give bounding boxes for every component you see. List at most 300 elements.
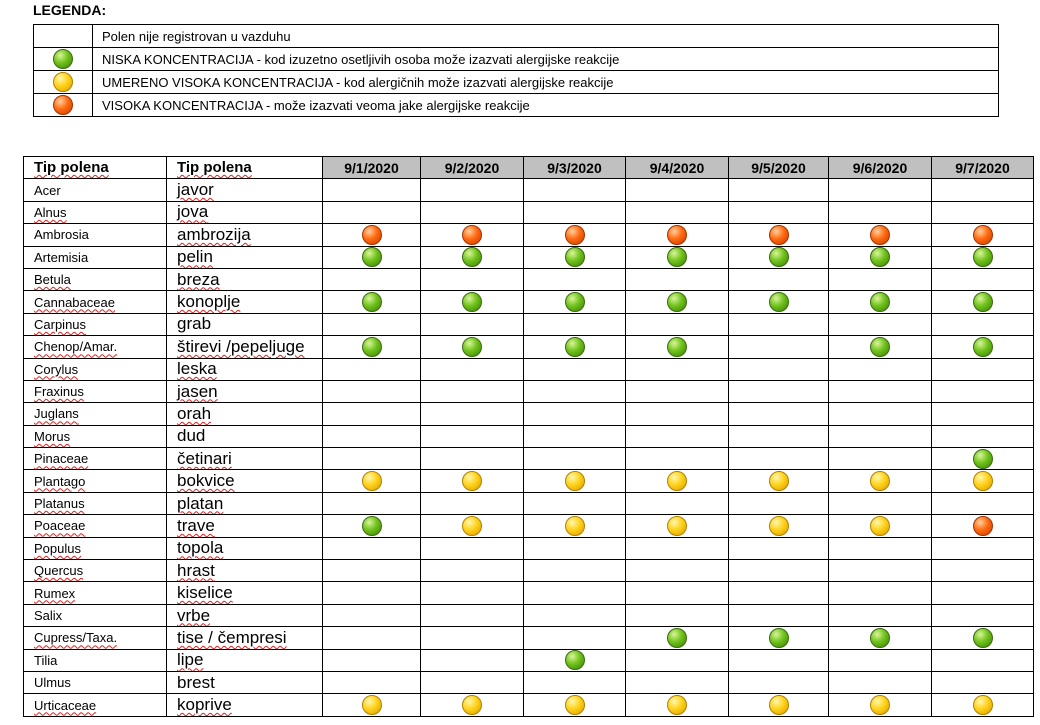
yellow-concentration-dot-icon [565,471,585,491]
concentration-cell [729,246,829,268]
local-name-cell [167,649,323,671]
concentration-cell [932,671,1034,693]
latin-name-cell [24,694,167,716]
legend-row [34,25,999,48]
concentration-cell [729,403,829,425]
concentration-cell [323,470,421,492]
green-concentration-dot-icon [462,292,482,312]
latin-name: Betula [34,272,71,288]
local-name: pelin [177,247,213,267]
concentration-cell [323,403,421,425]
pollen-table [23,156,1034,717]
concentration-cell [421,358,524,380]
table-row [24,380,1034,402]
latin-name-cell [24,492,167,514]
concentration-cell [524,179,626,201]
yellow-concentration-dot-icon [769,471,789,491]
local-name: tise / čempresi [177,627,287,647]
table-row [24,313,1034,335]
local-name: lipe [177,650,204,670]
concentration-cell [829,291,932,313]
table-header-row [24,157,1034,179]
legend-text: UMERENO VISOKA KONCENTRACIJA - kod alergičnih može izazvati alergijske reakcije [93,71,999,94]
header-date: 9/1/2020 [323,157,421,179]
concentration-cell [524,425,626,447]
header-pollen-type [24,157,167,179]
legend-row [34,71,999,94]
concentration-cell [932,560,1034,582]
concentration-cell [729,268,829,290]
green-concentration-dot-icon [769,247,789,267]
local-name-cell [167,336,323,358]
table-row [24,336,1034,358]
concentration-cell [729,492,829,514]
legend-row [34,94,999,117]
local-name: grab [177,314,212,334]
latin-name: Platanus [34,496,85,512]
concentration-cell [323,380,421,402]
legend-text: VISOKA KONCENTRACIJA - može izazvati veoma jake alergijske reakcije [93,94,999,117]
table-row [24,560,1034,582]
concentration-cell [729,358,829,380]
concentration-cell [421,515,524,537]
concentration-cell [932,649,1034,671]
table-row [24,671,1034,693]
green-concentration-dot-icon [362,516,382,536]
concentration-cell [524,582,626,604]
orange-concentration-dot-icon [362,225,382,245]
local-name-cell [167,448,323,470]
latin-name-cell [24,403,167,425]
local-name-cell [167,201,323,223]
local-name-cell [167,425,323,447]
concentration-cell [829,649,932,671]
concentration-cell [626,336,729,358]
concentration-cell [323,448,421,470]
legend-table [33,24,999,117]
concentration-cell [323,425,421,447]
concentration-cell [729,604,829,626]
latin-name-cell [24,448,167,470]
legend-text: NISKA KONCENTRACIJA - kod izuzetno osetljivih osoba može izazvati alergijske reakcije [93,48,999,71]
concentration-cell [626,560,729,582]
local-name-cell [167,358,323,380]
concentration-cell [829,560,932,582]
concentration-cell [524,671,626,693]
concentration-cell [421,336,524,358]
yellow-concentration-dot-icon [769,516,789,536]
latin-name: Cannabaceae [34,294,115,310]
concentration-cell [421,224,524,246]
local-name: topola [177,538,224,558]
latin-name: Corylus [34,361,79,377]
table-row [24,358,1034,380]
local-name-cell [167,582,323,604]
concentration-cell [829,403,932,425]
local-name: koprive [177,695,232,715]
green-concentration-dot-icon [769,628,789,648]
latin-name: Rumex [34,585,76,601]
yellow-concentration-dot-icon [462,695,482,715]
latin-name-cell [24,246,167,268]
concentration-cell [932,358,1034,380]
green-concentration-dot-icon [462,247,482,267]
latin-name: Juglans [34,406,79,422]
yellow-concentration-dot-icon [667,471,687,491]
latin-name-cell [24,224,167,246]
orange-concentration-dot-icon [565,225,585,245]
concentration-cell [729,336,829,358]
header-date: 9/6/2020 [829,157,932,179]
green-concentration-dot-icon [973,337,993,357]
latin-name-cell [24,425,167,447]
concentration-cell [421,604,524,626]
concentration-cell [829,224,932,246]
local-name-cell [167,492,323,514]
table-row [24,537,1034,559]
local-name-cell [167,224,323,246]
concentration-cell [524,246,626,268]
local-name: orah [177,403,212,423]
latin-name-cell [24,582,167,604]
green-concentration-dot-icon [973,628,993,648]
local-name-cell [167,671,323,693]
header-date: 9/5/2020 [729,157,829,179]
latin-name-cell [24,313,167,335]
latin-name-cell [24,380,167,402]
concentration-cell [932,224,1034,246]
concentration-cell [829,515,932,537]
concentration-cell [524,492,626,514]
latin-name: Artemisia [34,249,89,265]
local-name-cell [167,268,323,290]
latin-name-cell [24,470,167,492]
orange-concentration-dot-icon [973,516,993,536]
local-name: leska [177,359,217,379]
concentration-cell [626,291,729,313]
legend-symbol-cell [34,71,93,94]
concentration-cell [524,448,626,470]
yellow-concentration-dot-icon [667,516,687,536]
yellow-concentration-dot-icon [362,695,382,715]
concentration-cell [729,224,829,246]
local-name-cell [167,246,323,268]
local-name-cell [167,560,323,582]
table-row [24,627,1034,649]
concentration-cell [323,515,421,537]
concentration-cell [829,246,932,268]
green-concentration-dot-icon [565,337,585,357]
concentration-cell [932,425,1034,447]
table-row [24,425,1034,447]
green-concentration-dot-icon [565,247,585,267]
concentration-cell [421,425,524,447]
concentration-cell [729,448,829,470]
concentration-cell [932,492,1034,514]
concentration-cell [626,224,729,246]
local-name: ambrozija [177,224,251,244]
latin-name-cell [24,179,167,201]
concentration-cell [932,380,1034,402]
table-row [24,291,1034,313]
header-date: 9/7/2020 [932,157,1034,179]
yellow-concentration-dot-icon [870,471,890,491]
concentration-cell [626,537,729,559]
concentration-cell [932,448,1034,470]
concentration-cell [524,604,626,626]
yellow-concentration-dot-icon [362,471,382,491]
concentration-cell [626,380,729,402]
latin-name: Urticaceae [34,697,97,713]
concentration-cell [323,604,421,626]
concentration-cell [524,403,626,425]
latin-name-cell [24,537,167,559]
green-concentration-dot-icon [667,247,687,267]
concentration-cell [932,291,1034,313]
concentration-cell [729,671,829,693]
concentration-cell [421,246,524,268]
concentration-cell [323,537,421,559]
concentration-cell [323,358,421,380]
local-name: jasen [177,381,218,401]
concentration-cell [829,582,932,604]
concentration-cell [729,537,829,559]
table-row [24,448,1034,470]
concentration-cell [524,201,626,223]
latin-name: Plantago [34,473,86,489]
concentration-cell [729,649,829,671]
header-date: 9/3/2020 [524,157,626,179]
concentration-cell [626,425,729,447]
concentration-cell [323,582,421,604]
local-name-cell [167,380,323,402]
yellow-concentration-dot-icon [667,695,687,715]
latin-name-cell [24,560,167,582]
latin-name: Poaceae [34,518,86,534]
concentration-cell [421,313,524,335]
yellow-concentration-dot-icon [973,471,993,491]
legend-symbol-cell [34,25,93,48]
concentration-cell [323,560,421,582]
concentration-cell [829,448,932,470]
local-name: bokvice [177,471,235,491]
concentration-cell [626,627,729,649]
orange-concentration-dot-icon [53,95,73,115]
latin-name: Carpinus [34,316,87,332]
table-row [24,246,1034,268]
concentration-cell [829,425,932,447]
concentration-cell [524,313,626,335]
local-name-cell [167,179,323,201]
green-concentration-dot-icon [667,628,687,648]
latin-name-cell [24,627,167,649]
concentration-cell [421,380,524,402]
local-name-cell [167,604,323,626]
legend-row [34,48,999,71]
latin-name-cell [24,671,167,693]
local-name: brest [177,672,215,692]
concentration-cell [626,358,729,380]
legend-title: LEGENDA: [33,2,107,18]
local-name: kiselice [177,583,233,603]
concentration-cell [626,582,729,604]
concentration-cell [524,694,626,716]
green-concentration-dot-icon [565,292,585,312]
concentration-cell [524,470,626,492]
concentration-cell [729,694,829,716]
local-name: dud [177,426,206,446]
concentration-cell [829,179,932,201]
yellow-concentration-dot-icon [565,516,585,536]
concentration-cell [421,694,524,716]
concentration-cell [524,537,626,559]
concentration-cell [932,179,1034,201]
yellow-concentration-dot-icon [973,695,993,715]
concentration-cell [626,313,729,335]
concentration-cell [932,694,1034,716]
concentration-cell [932,336,1034,358]
latin-name-cell [24,336,167,358]
table-row [24,201,1034,223]
green-concentration-dot-icon [667,337,687,357]
concentration-cell [323,179,421,201]
concentration-cell [829,313,932,335]
concentration-cell [829,604,932,626]
concentration-cell [729,313,829,335]
concentration-cell [626,448,729,470]
concentration-cell [932,268,1034,290]
local-name: štirevi /pepeljuge [177,336,305,356]
latin-name-cell [24,291,167,313]
concentration-cell [932,627,1034,649]
yellow-concentration-dot-icon [870,695,890,715]
green-concentration-dot-icon [565,650,585,670]
local-name: javor [177,180,214,200]
concentration-cell [323,627,421,649]
concentration-cell [421,403,524,425]
concentration-cell [829,268,932,290]
concentration-cell [323,649,421,671]
concentration-cell [932,313,1034,335]
table-row [24,403,1034,425]
concentration-cell [524,380,626,402]
table-row [24,694,1034,716]
concentration-cell [626,649,729,671]
latin-name-cell [24,358,167,380]
concentration-cell [729,470,829,492]
latin-name-cell [24,268,167,290]
concentration-cell [323,201,421,223]
concentration-cell [524,336,626,358]
local-name-cell [167,291,323,313]
yellow-concentration-dot-icon [53,72,73,92]
yellow-concentration-dot-icon [565,695,585,715]
green-concentration-dot-icon [870,292,890,312]
concentration-cell [626,604,729,626]
latin-name-cell [24,649,167,671]
local-name: platan [177,493,224,513]
concentration-cell [626,268,729,290]
table-row [24,515,1034,537]
legend-text: Polen nije registrovan u vazduhu [93,25,999,48]
concentration-cell [932,403,1034,425]
concentration-cell [524,358,626,380]
concentration-cell [626,201,729,223]
concentration-cell [323,671,421,693]
concentration-cell [932,537,1034,559]
concentration-cell [729,201,829,223]
concentration-cell [421,560,524,582]
concentration-cell [829,201,932,223]
local-name: vrbe [177,605,211,625]
concentration-cell [524,560,626,582]
latin-name: Acer [34,182,61,198]
concentration-cell [323,336,421,358]
concentration-cell [729,425,829,447]
table-row [24,492,1034,514]
concentration-cell [421,448,524,470]
orange-concentration-dot-icon [870,225,890,245]
orange-concentration-dot-icon [667,225,687,245]
concentration-cell [626,515,729,537]
concentration-cell [421,627,524,649]
green-concentration-dot-icon [362,337,382,357]
concentration-cell [829,537,932,559]
latin-name: Fraxinus [34,384,84,400]
green-concentration-dot-icon [870,337,890,357]
green-concentration-dot-icon [973,449,993,469]
concentration-cell [524,291,626,313]
header-pollen-type [167,157,323,179]
concentration-cell [421,649,524,671]
concentration-cell [323,694,421,716]
concentration-cell [524,627,626,649]
yellow-concentration-dot-icon [769,695,789,715]
header-label: Tip polena [177,159,252,177]
concentration-cell [729,627,829,649]
header-label: Tip polena [34,159,109,177]
table-row [24,649,1034,671]
concentration-cell [626,403,729,425]
latin-name: Pinaceae [34,451,89,467]
latin-name-cell [24,515,167,537]
latin-name: Chenop/Amar. [34,339,118,355]
concentration-cell [421,291,524,313]
concentration-cell [323,246,421,268]
concentration-cell [421,268,524,290]
green-concentration-dot-icon [973,292,993,312]
concentration-cell [626,246,729,268]
latin-name: Alnus [34,204,67,220]
local-name-cell [167,470,323,492]
concentration-cell [421,470,524,492]
concentration-cell [932,470,1034,492]
green-concentration-dot-icon [870,247,890,267]
table-row [24,268,1034,290]
orange-concentration-dot-icon [973,225,993,245]
local-name: konoplje [177,292,241,312]
orange-concentration-dot-icon [769,225,789,245]
concentration-cell [421,179,524,201]
concentration-cell [626,492,729,514]
green-concentration-dot-icon [769,292,789,312]
table-row [24,224,1034,246]
concentration-cell [729,582,829,604]
concentration-cell [932,604,1034,626]
concentration-cell [729,179,829,201]
latin-name: Quercus [34,563,84,579]
latin-name: Ambrosia [34,227,89,243]
